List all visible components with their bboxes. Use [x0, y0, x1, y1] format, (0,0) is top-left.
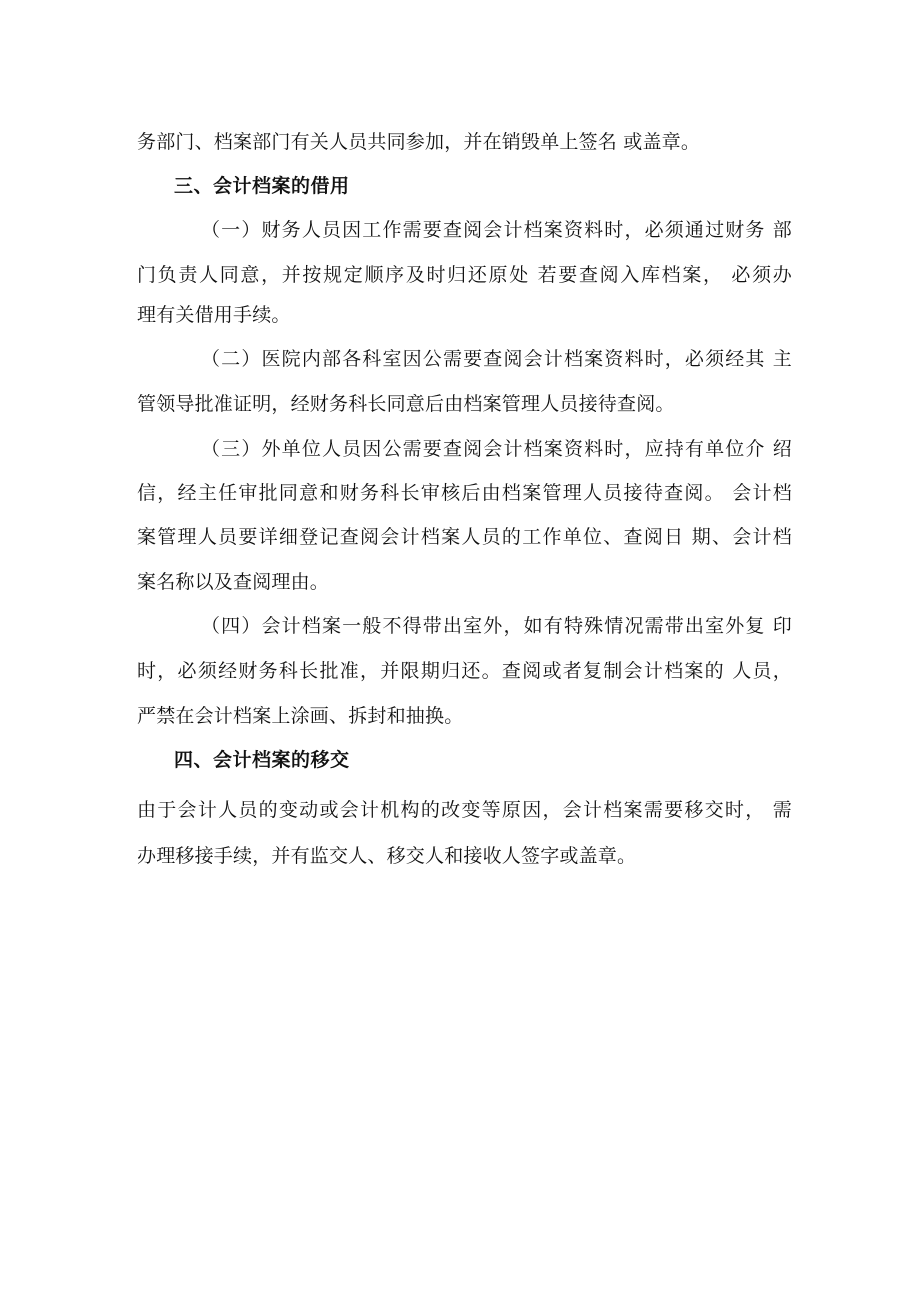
text-line: 案管理人员要详细登记查阅会计档案人员的工作单位、查阅日 期、会计档	[137, 526, 792, 548]
text-line: （三）外单位人员因公需要查阅会计档案资料时，应持有单位介 绍	[201, 438, 792, 460]
text-line: 管领导批准证明，经财务科长同意后由档案管理人员接待查阅。	[137, 393, 675, 415]
text-line: 时，必须经财务科长批准，并限期归还。查阅或者复制会计档案的 人员，	[137, 660, 792, 682]
text-line: （四）会计档案一般不得带出室外，如有特殊情况需带出室外复 印	[201, 615, 792, 637]
text-line: 务部门、档案部门有关人员共同参加，并在销毁单上签名 或盖章。	[137, 131, 701, 153]
text-line: 办理移接手续，并有监交人、移交人和接收人签字或盖章。	[137, 845, 637, 867]
text-line: 信，经主任审批同意和财务科长审核后由档案管理人员接待查阅。 会计档	[137, 482, 792, 504]
text-line: （一）财务人员因工作需要查阅会计档案资料时，必须通过财务 部	[201, 219, 792, 241]
text-line: 案名称以及查阅理由。	[137, 571, 330, 593]
section-heading-transfer: 四、会计档案的移交	[174, 749, 350, 771]
text-line: 由于会计人员的变动或会计机构的改变等原因，会计档案需要移交时， 需	[137, 799, 792, 821]
text-line: 门负责人同意，并按规定顺序及时归还原处 若要查阅入库档案， 必须办	[137, 264, 792, 286]
text-line: 理有关借用手续。	[137, 304, 291, 326]
text-line: （二）医院内部各科室因公需要查阅会计档案资料时，必须经其 主	[201, 348, 792, 370]
text-line: 严禁在会计档案上涂画、拆封和抽换。	[137, 705, 464, 727]
section-heading-borrowing: 三、会计档案的借用	[174, 175, 350, 197]
